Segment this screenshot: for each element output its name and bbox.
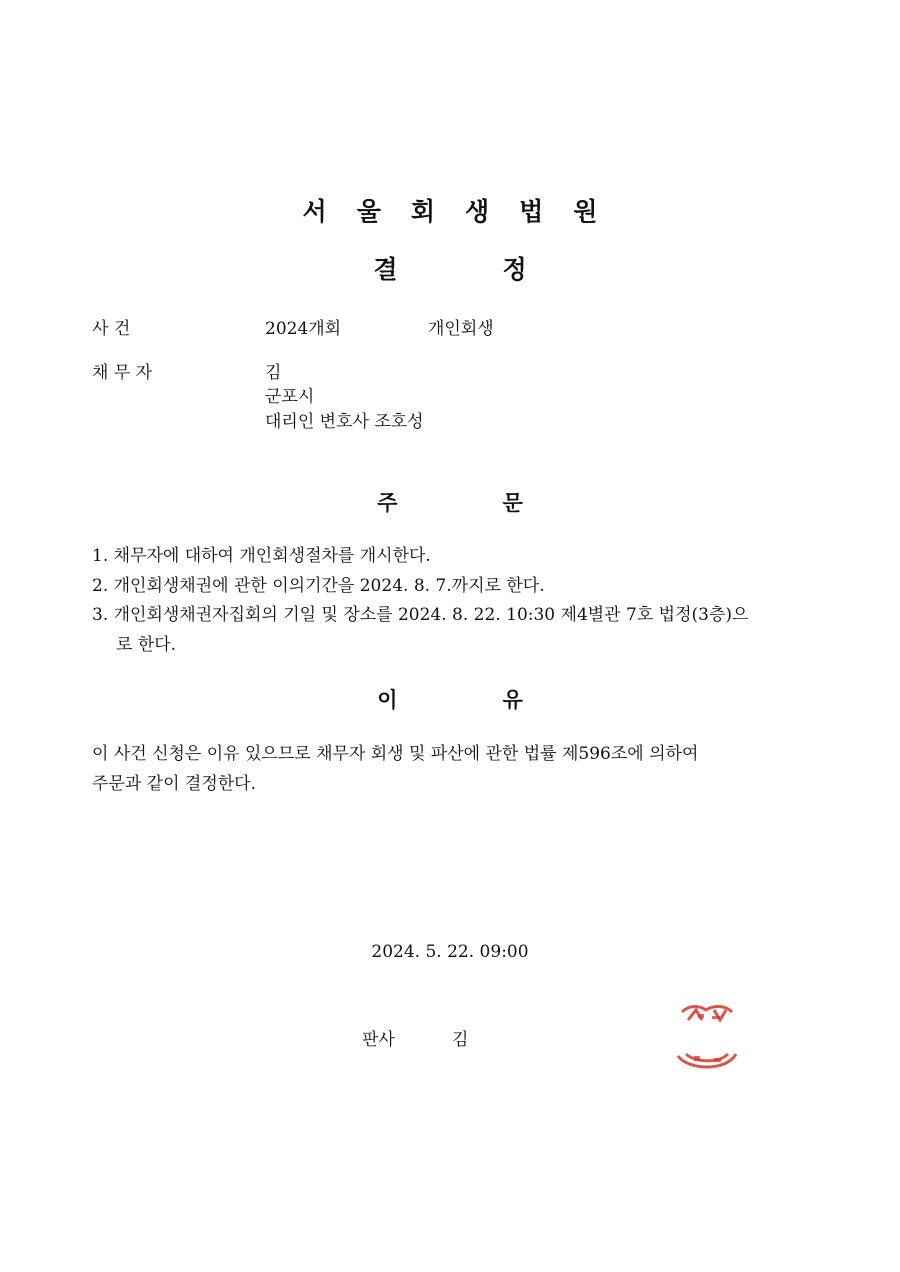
document-type-title	[0, 250, 900, 286]
order-item-3: 3. 개인회생채권자집회의 기일 및 장소를 2024. 8. 22. 10:30 제4별관 7호 법정(3층)으	[92, 605, 749, 625]
debtor-agent: 대리인 변호사 조호성	[265, 412, 424, 432]
reason-heading	[0, 684, 900, 714]
case-type: 개인회생	[428, 319, 494, 339]
order-heading-char-2: 문	[502, 491, 523, 515]
order-item-2: 2. 개인회생채권에 관한 이의기간을 2024. 8. 7.까지로 한다.	[92, 576, 545, 596]
decision-date: 2024. 5. 22. 09:00	[371, 942, 529, 962]
doc-type-char-1: 결	[373, 255, 398, 284]
court-seal-icon	[668, 992, 748, 1080]
reason-line-2: 주문과 같이 결정한다.	[92, 774, 257, 794]
debtor-name: 김	[265, 363, 282, 383]
reason-heading-char-2: 유	[502, 688, 523, 712]
doc-type-char-2: 정	[502, 255, 527, 284]
judge-name: 김	[452, 1030, 469, 1050]
reason-heading-char-1: 이	[377, 688, 398, 712]
debtor-label: 채 무 자	[92, 363, 153, 383]
judge-role: 판사	[362, 1030, 395, 1050]
debtor-address: 군포시	[265, 387, 315, 407]
case-label: 사 건	[92, 319, 131, 339]
court-name-title: 서울회생법원	[302, 197, 628, 226]
case-number: 2024개회	[265, 319, 342, 339]
order-heading-char-1: 주	[377, 491, 398, 515]
reason-line-1: 이 사건 신청은 이유 있으므로 채무자 회생 및 파산에 관한 법률 제596조에 의하여	[92, 744, 699, 764]
order-item-3-continued: 로 한다.	[116, 635, 177, 655]
order-heading	[0, 487, 900, 517]
order-item-1: 1. 채무자에 대하여 개인회생절차를 개시한다.	[92, 546, 431, 566]
